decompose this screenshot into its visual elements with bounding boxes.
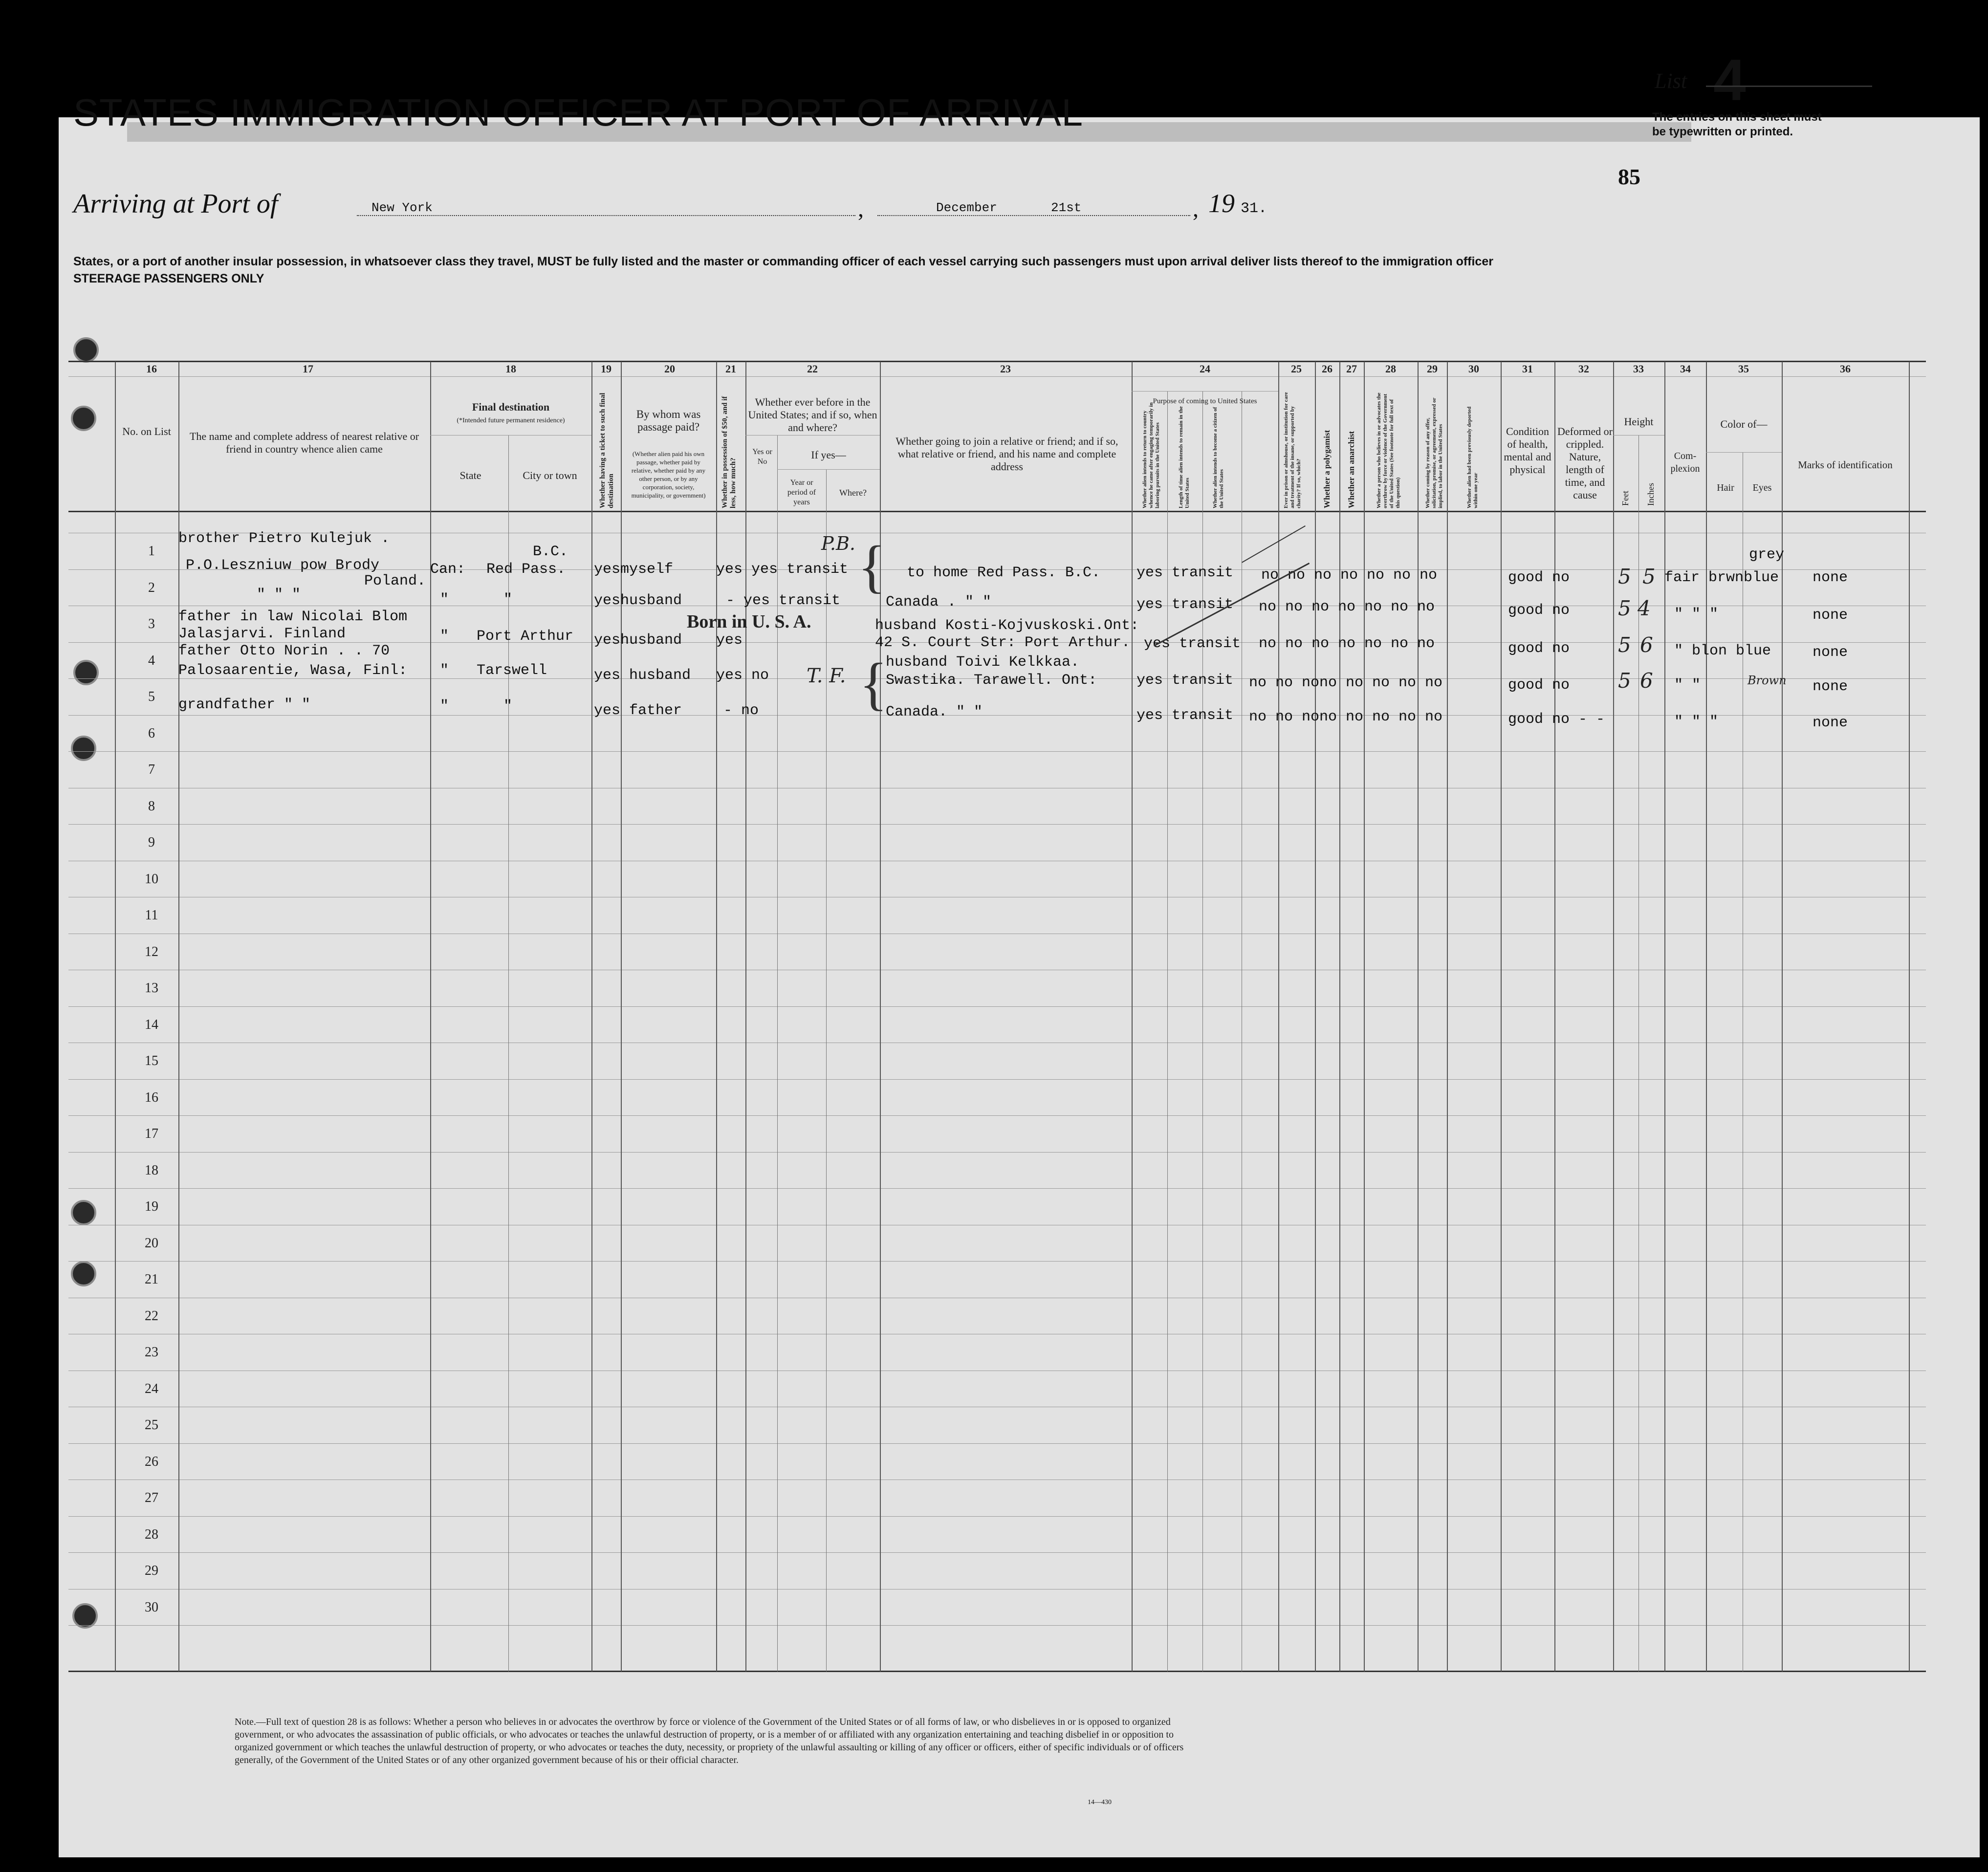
r4-feet: 5: [1618, 669, 1631, 693]
row-rule: [68, 824, 1926, 825]
row-number: 21: [145, 1272, 158, 1287]
col-number: 17: [303, 363, 313, 375]
row-number: 22: [145, 1308, 158, 1324]
header-bottom-rule: [68, 511, 1926, 512]
col-rule: [621, 362, 622, 1672]
sub-rule: [1132, 391, 1278, 392]
punch-hole: [73, 337, 99, 363]
col-rule: [430, 362, 431, 1672]
row-rule: [68, 1079, 1926, 1080]
date-underline: [877, 215, 1190, 216]
col-33-header: Height: [1624, 415, 1654, 428]
col-number: 23: [1000, 363, 1011, 375]
col-22-yesno: Yes or No: [752, 448, 772, 466]
r2-complexion: " " ": [1674, 606, 1719, 623]
col-24-length: Length of time alien intends to remain in the United States: [1178, 406, 1190, 508]
col-rule: [1706, 362, 1707, 1672]
row-number: 17: [145, 1126, 158, 1141]
col-18-state: State: [459, 469, 481, 481]
row-number: 30: [145, 1600, 158, 1615]
col-23-header: Whether going to join a relative or friend; and if so, what relative or friend, and his name and complete address: [896, 435, 1118, 473]
r3-marks: none: [1813, 644, 1848, 661]
col-24-header: Purpose of coming to United States: [1153, 397, 1257, 405]
col-number: 16: [146, 363, 157, 375]
col-31-header: Condition of health, mental and physical: [1504, 425, 1551, 476]
row-number: 27: [145, 1490, 158, 1505]
row-number: 18: [145, 1163, 158, 1178]
col-rule: [1315, 362, 1316, 1672]
row-number: 6: [148, 726, 155, 741]
col-number: 22: [807, 363, 818, 375]
r4-marks: none: [1813, 678, 1848, 695]
r2-flags: no no no no no no no: [1259, 599, 1435, 615]
r4-money-before: yes no: [716, 667, 769, 684]
col-number: 33: [1633, 363, 1644, 375]
col-27-header: Whether an anarchist: [1347, 431, 1356, 508]
col-number: 32: [1578, 363, 1589, 375]
col-number: 19: [601, 363, 612, 375]
r4-tf-note: T. F.: [807, 665, 846, 687]
col-rule: [1501, 362, 1502, 1672]
row-number: 19: [145, 1199, 158, 1214]
col-rule: [178, 362, 179, 1672]
born-in-usa-stamp: Born in U. S. A.: [687, 611, 811, 632]
row-number: 2: [148, 580, 155, 595]
row-number: 14: [145, 1017, 158, 1032]
col-24-return: Whether alien intends to return to country whence he came after engaging temporarily in laboring pursuits in the United States: [1142, 402, 1160, 508]
col-25-header: Ever in prison or almshouse, or institution for care and treatment of the insane, or supported by charity? If so, which?: [1283, 392, 1302, 508]
r1-relative-line1: brother Pietro Kulejuk .: [178, 530, 390, 547]
r1-feet: 5: [1618, 565, 1631, 588]
r1-marks: none: [1813, 569, 1848, 586]
punch-hole: [71, 1200, 96, 1225]
table-bottom-rule: [68, 1671, 1926, 1672]
r3-money: yes: [716, 632, 743, 649]
table-top-rule: [68, 361, 1926, 362]
col-22-ifyes: If yes—: [811, 449, 846, 461]
punch-hole: [71, 406, 96, 431]
r3-state: ": [440, 628, 449, 645]
intro-text: States, or a port of another insular possession, in whatsoever class they travel, MUST be fully listed and the master or commanding officer of each vessel carrying such passengers must upon arrival deliver lists thereof to the immigration officer: [73, 255, 1493, 268]
row-number: 29: [145, 1563, 158, 1578]
page-number: 85: [1618, 164, 1640, 189]
page-title: STATES IMMIGRATION OFFICER AT PORT OF ARRIVAL: [73, 91, 1084, 134]
r2-purpose: yes transit: [1136, 596, 1234, 613]
r4-relative-line1: father Otto Norin . . 70: [178, 643, 390, 659]
row-number: 10: [145, 871, 158, 887]
r3-purpose: yes transit: [1144, 635, 1241, 652]
r3-inches: 6: [1640, 633, 1653, 657]
r1-eyes-top: grey: [1749, 546, 1785, 563]
col-number: 27: [1346, 363, 1357, 375]
r4-eyes-note: Brown: [1748, 674, 1787, 687]
col-35-eyes: Eyes: [1752, 482, 1772, 493]
r4-health: good no: [1508, 677, 1570, 694]
col-subrule: [826, 469, 827, 1672]
col-number: 34: [1680, 363, 1691, 375]
r4-flags: no no nono no no no no: [1249, 675, 1443, 691]
col-subrule: [508, 435, 509, 1672]
col-34-header: Com-plexion: [1670, 451, 1700, 474]
row-number: 12: [145, 944, 158, 959]
col-rule: [591, 362, 592, 1672]
col-22-header: Whether ever before in the United States; and if so, when and where?: [748, 396, 877, 434]
row-number: 4: [148, 653, 155, 668]
col-32-header: Deformed or crippled. Nature, length of time, and cause: [1557, 425, 1613, 501]
r5-marks: none: [1813, 715, 1848, 731]
r5-join: Canada. " ": [886, 704, 983, 720]
footnote: Note.—Full text of question 28 is as follows: Whether a person who believes in or advocates the overthrow by force or violence of the Government of the United States or of all forms of law, or who disbelieves in or is opposed to organized government, or who advocates the assassination of public officials, or who advocates or teaches the unlawful destruction of property, or is a member of or affiliated with any organization entertaining and teaching disbelief in or opposition to organized government or which teaches the unlawful destruction of property, or who advocates or teaches the duty, necessity, or propriety of the unlawful assaulting or killing of any officer or officers, either of specific individuals or of officers generally, of the Government of the United States or of any other organized government because of his or their official character.: [235, 1717, 1184, 1765]
r5-money-before: - no: [723, 702, 759, 719]
col-number: 20: [664, 363, 675, 375]
r2-inches: 4: [1638, 596, 1651, 620]
r5-health: good no - -: [1508, 711, 1605, 728]
row-number: 25: [145, 1417, 158, 1433]
list-label: List: [1655, 69, 1687, 93]
col-20-subheader: (Whether alien paid his own passage, whether paid by relative, whether paid by any other person, or by any corporation, society, municipality, or government): [631, 450, 706, 499]
col-21-header: Whether in possession of $50, and if less, how much?: [721, 396, 737, 508]
r4-complexion: " ": [1674, 677, 1701, 694]
col-28-header: Whether a person who believes in or advocates the overthrow by force or violence of the Government of the United States (See footnote for full text of this question): [1376, 392, 1401, 508]
col-29-header: Whether coming by reason of any offer, solicitation, promise, or agreement, expressed or implied, to labor in the United States: [1425, 397, 1443, 508]
date-month: December: [936, 200, 997, 215]
r3-join-line2: 42 S. Court Str: Port Arthur.: [875, 634, 1131, 651]
col-number: 36: [1840, 363, 1851, 375]
col-rule: [1554, 362, 1555, 1672]
r2-relative: " " ": [257, 587, 301, 603]
form-code: 14—430: [1088, 1799, 1112, 1806]
list-number-line: [1706, 86, 1872, 87]
row-rule: [68, 1188, 1926, 1189]
row-number: 3: [148, 616, 155, 631]
r3-city: Port Arthur: [477, 628, 574, 645]
r2-money-before: - yes transit: [726, 592, 841, 609]
row-number: 7: [148, 762, 155, 777]
row-number: 15: [145, 1053, 158, 1068]
r1-city: Red Pass.: [486, 561, 566, 578]
col-rule: [1364, 362, 1365, 1672]
r1-ticket-paid: yesmyself: [594, 561, 674, 578]
steerage-label: STEERAGE PASSENGERS ONLY: [73, 272, 264, 285]
row-number: 20: [145, 1236, 158, 1251]
punch-hole: [73, 660, 99, 685]
row-number: 28: [145, 1527, 158, 1542]
r1-complexion: fair brwnblue: [1664, 569, 1779, 586]
r2-feet: 5: [1618, 596, 1631, 620]
col-number: 21: [725, 363, 736, 375]
r5-purpose: yes transit: [1136, 707, 1234, 724]
row-number: 26: [145, 1454, 158, 1469]
col-rule: [1664, 362, 1665, 1672]
col-rule: [1909, 362, 1910, 1672]
list-number: 4: [1713, 47, 1746, 113]
col-20-header: By whom was passage paid?: [636, 408, 701, 433]
r5-ticket-paid: yes father: [594, 702, 682, 719]
r1-flags: no no no no no no no: [1261, 567, 1438, 584]
r4-join-line1: husband Toivi Kelkkaa.: [886, 654, 1080, 671]
r4-inches: 6: [1640, 669, 1653, 693]
r2-ticket-paid: yeshusband: [594, 592, 682, 609]
r1-relative-line2: P.O.Leszniuw pow Brody: [186, 557, 380, 574]
col-subrule: [1167, 391, 1168, 1672]
arriving-label: Arriving at Port of: [73, 189, 278, 219]
r1-province: B.C.: [533, 544, 568, 560]
r4-state: ": [440, 662, 449, 679]
row-number: 9: [148, 835, 155, 850]
r1-inches: 5: [1642, 565, 1656, 588]
col-36-header: Marks of identification: [1798, 459, 1893, 471]
manifest-sheet: [59, 117, 1980, 1857]
row-rule: [68, 1115, 1926, 1116]
col-number: 26: [1322, 363, 1333, 375]
brace-rows-1-2: {: [858, 534, 886, 599]
port-underline: [357, 215, 855, 216]
row-number: 23: [145, 1345, 158, 1360]
col-number: 30: [1468, 363, 1479, 375]
r2-join: Canada . " ": [886, 594, 992, 610]
r3-feet: 5: [1618, 633, 1631, 657]
r3-relative-line1: father in law Nicolai Blom: [178, 609, 408, 625]
col-rule: [745, 362, 746, 1672]
r4-relative-line2: Palosaarentie, Wasa, Finl:: [178, 662, 408, 679]
sub-rule: [777, 469, 880, 470]
col-18-subheader: (*Intended future permanent residence): [457, 417, 565, 424]
r3-ticket-paid: yeshusband: [594, 632, 682, 649]
col-rule: [1447, 362, 1448, 1672]
r2-marks: none: [1813, 607, 1848, 624]
row-rule: [68, 1261, 1926, 1262]
col-number: 24: [1200, 363, 1210, 375]
row-number: 8: [148, 799, 155, 814]
col-number: 35: [1738, 363, 1749, 375]
col-rule: [1278, 362, 1279, 1672]
port-value: New York: [371, 200, 433, 215]
col-number-rule: [68, 376, 1926, 377]
r1-join: to home Red Pass. B.C.: [907, 565, 1101, 581]
row-rule: [68, 715, 1926, 716]
r5-complexion: " " ": [1674, 714, 1719, 730]
r2-city: ": [503, 591, 513, 608]
col-rule: [716, 362, 717, 1672]
r2-state: ": [440, 591, 449, 608]
col-number: 29: [1427, 363, 1438, 375]
col-subrule: [1202, 391, 1203, 1672]
r1-relative-line3: Poland.: [364, 573, 426, 589]
col-rule: [115, 362, 116, 1672]
col-16-header: No. on List: [122, 425, 171, 437]
col-35-hair: Hair: [1717, 482, 1734, 493]
row-rule: [68, 1443, 1926, 1444]
col-22-year: Year or period of years: [787, 479, 816, 506]
col-18-header: Final destination: [472, 401, 550, 413]
col-19-header: Whether having a ticket to such final destination: [599, 392, 615, 508]
date-day: 21st: [1051, 200, 1082, 215]
row-number: 5: [148, 689, 155, 704]
r4-join-line2: Swastika. Tarawell. Ont:: [886, 672, 1097, 689]
row-rule: [68, 1152, 1926, 1153]
entries-note-1: The entries on this sheet must: [1652, 110, 1822, 124]
col-22-where: Where?: [839, 488, 867, 498]
r4-purpose: yes transit: [1136, 672, 1234, 689]
col-number: 28: [1385, 363, 1396, 375]
punch-hole: [71, 1261, 96, 1286]
row-number: 13: [145, 980, 158, 996]
row-rule: [68, 751, 1926, 752]
year-suffix: 31.: [1241, 200, 1267, 217]
col-33-inches: Inches: [1646, 483, 1656, 506]
comma: ,: [1193, 196, 1199, 222]
sub-rule: [1706, 452, 1782, 453]
col-26-header: Whether a polygamist: [1322, 430, 1332, 508]
row-rule: [68, 1552, 1926, 1553]
row-rule: [68, 1006, 1926, 1007]
r1-health: good no: [1508, 569, 1570, 586]
col-number: 25: [1291, 363, 1302, 375]
col-17-header: The name and complete address of nearest relative or friend in country whence alien came: [189, 430, 419, 455]
r5-city: ": [503, 698, 513, 715]
r1-state: Can:: [430, 561, 466, 578]
row-rule: [68, 1516, 1926, 1517]
punch-hole: [71, 736, 96, 761]
r3-relative-line2: Jalasjarvi. Finland: [178, 626, 346, 642]
r3-join-line1: husband Kosti-Kojvuskoski.Ont:: [875, 617, 1139, 634]
r3-complexion: " blon blue: [1674, 643, 1771, 659]
r5-relative: grandfather " ": [178, 697, 311, 713]
col-30-header: Whether alien had been previously deported within one year: [1466, 406, 1479, 508]
r4-ticket-paid: yes husband: [594, 667, 691, 684]
col-18-city: City or town: [523, 469, 577, 481]
r2-health: good no: [1508, 602, 1570, 619]
row-rule: [68, 1625, 1926, 1626]
r4-city: Tarswell: [477, 662, 547, 679]
row-number: 24: [145, 1381, 158, 1396]
r3-health: good no: [1508, 640, 1570, 657]
r5-flags: no no nono no no no no: [1249, 709, 1443, 725]
entries-note-2: be typewritten or printed.: [1652, 125, 1793, 138]
col-subrule: [1638, 435, 1639, 1672]
col-rule: [1418, 362, 1419, 1672]
col-rule: [1132, 362, 1133, 1672]
comma: ,: [858, 196, 864, 222]
r1-money-before: yes yes transit: [716, 561, 849, 578]
row-number: 11: [145, 908, 158, 923]
col-24-citizen: Whether alien intends to become a citizen of the United States: [1212, 407, 1224, 508]
r3-flags: no no no no no no no: [1259, 635, 1435, 652]
r1-pb-note: P.B.: [821, 533, 855, 554]
r1-purpose: yes transit: [1136, 565, 1234, 581]
col-35-header: Color of—: [1720, 418, 1768, 430]
col-rule: [1339, 362, 1340, 1672]
row-number: 16: [145, 1090, 158, 1105]
r5-state: ": [440, 698, 449, 715]
year-prefix: 19: [1208, 189, 1235, 218]
col-33-feet: Feet: [1620, 491, 1630, 506]
col-number: 18: [505, 363, 516, 375]
col-number: 31: [1522, 363, 1533, 375]
brace-rows-4-5: {: [859, 651, 888, 716]
col-rule: [1613, 362, 1614, 1672]
row-number: 1: [148, 544, 155, 559]
